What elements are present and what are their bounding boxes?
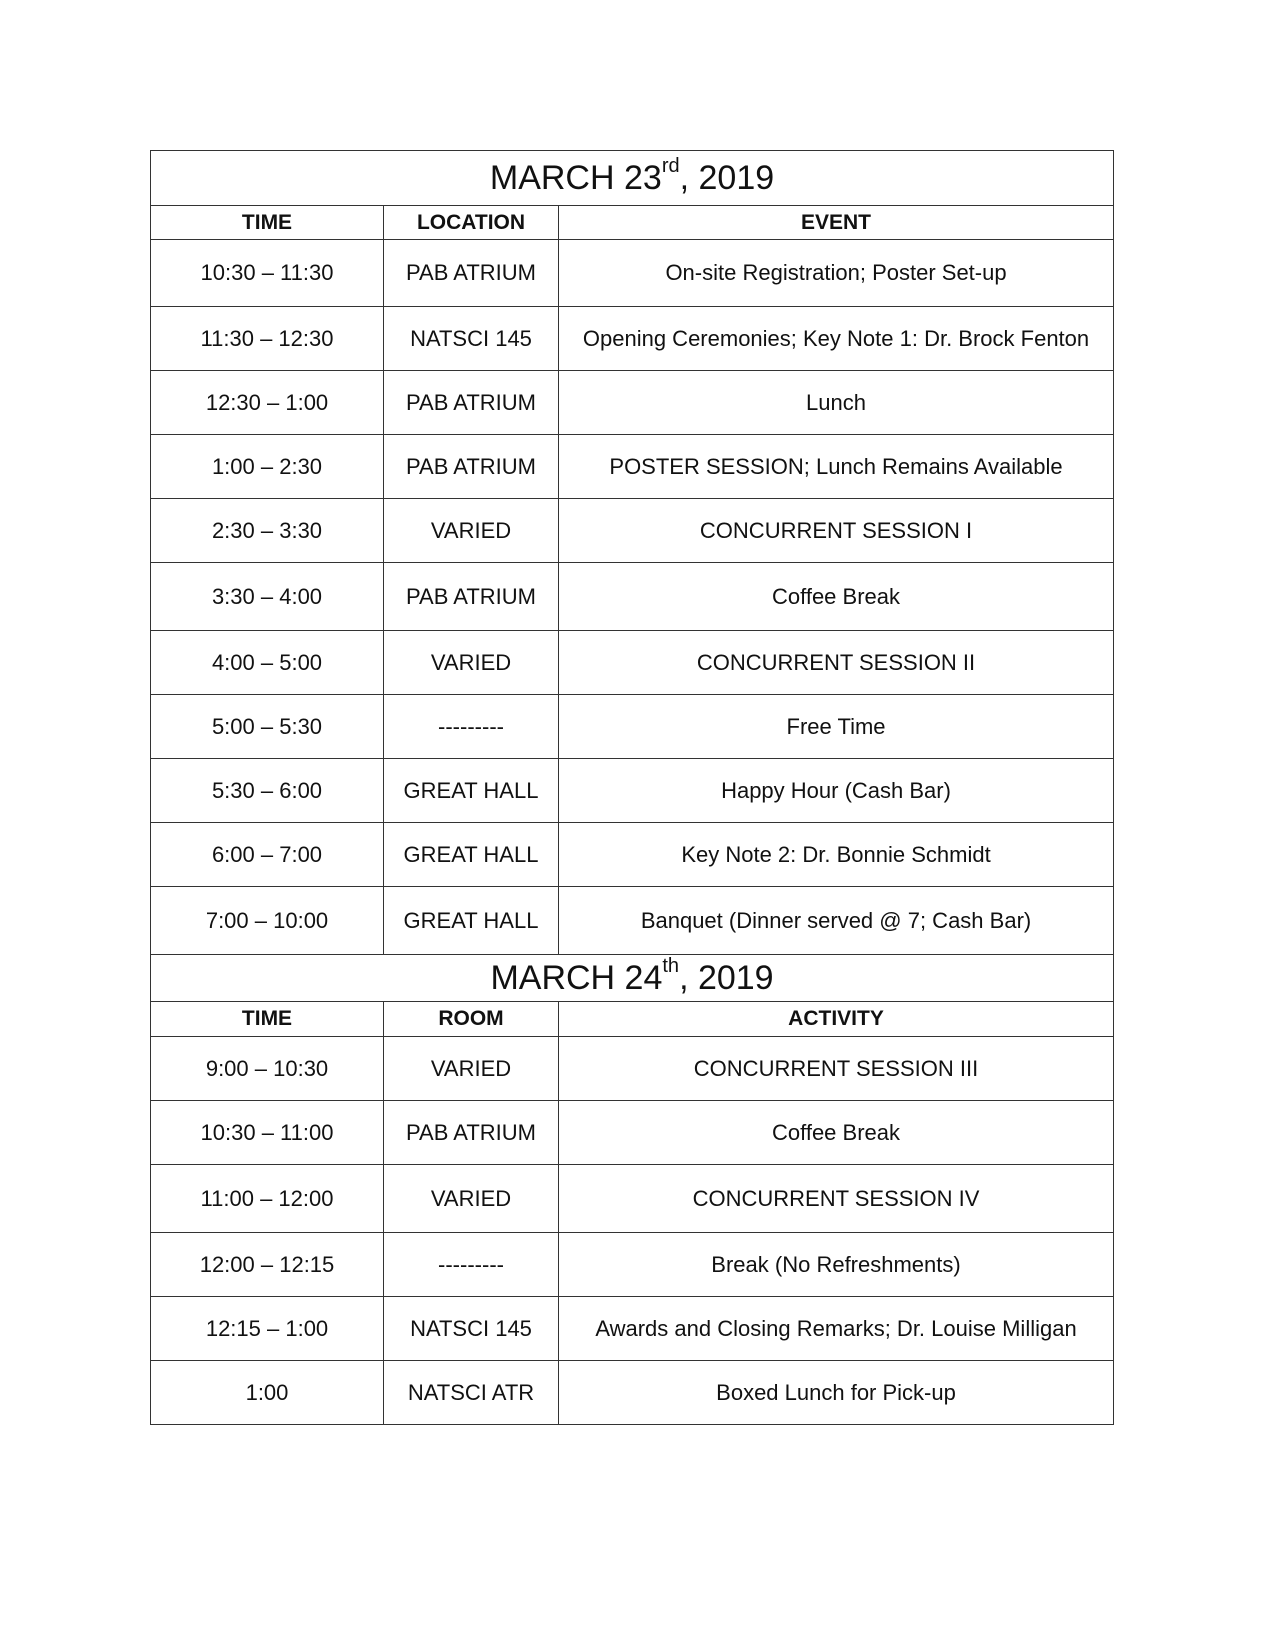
table-row	[151, 435, 1114, 499]
time-cell: 10:30 – 11:30	[151, 240, 384, 307]
day-title-ordinal: th	[662, 955, 680, 978]
table-row	[151, 887, 1114, 955]
table-row	[151, 1233, 1114, 1297]
location-cell: PAB ATRIUM	[384, 1101, 559, 1165]
table-row	[151, 1037, 1114, 1101]
table-row	[151, 1297, 1114, 1361]
day-title-year: , 2019	[679, 158, 775, 197]
location-cell: NATSCI 145	[384, 1297, 559, 1361]
location-cell: VARIED	[384, 499, 559, 563]
event-cell: POSTER SESSION; Lunch Remains Available	[559, 435, 1114, 499]
event-cell: Free Time	[559, 695, 1114, 759]
time-cell: 12:30 – 1:00	[151, 371, 384, 435]
day-title-row	[151, 955, 1114, 1002]
day-title	[151, 955, 1114, 1002]
event-cell: Happy Hour (Cash Bar)	[559, 759, 1114, 823]
column-header-row	[151, 206, 1114, 240]
event-cell: Boxed Lunch for Pick-up	[559, 1361, 1114, 1425]
location-cell: NATSCI ATR	[384, 1361, 559, 1425]
time-cell: 11:00 – 12:00	[151, 1165, 384, 1233]
table-row	[151, 759, 1114, 823]
time-cell: 5:30 – 6:00	[151, 759, 384, 823]
location-cell: PAB ATRIUM	[384, 435, 559, 499]
table-row	[151, 631, 1114, 695]
table-row	[151, 371, 1114, 435]
day-title-year: , 2019	[679, 958, 774, 997]
time-cell: 1:00	[151, 1361, 384, 1425]
column-header-row	[151, 1002, 1114, 1037]
table-row	[151, 499, 1114, 563]
event-cell: Break (No Refreshments)	[559, 1233, 1114, 1297]
time-cell: 4:00 – 5:00	[151, 631, 384, 695]
location-cell: PAB ATRIUM	[384, 563, 559, 631]
time-cell: 10:30 – 11:00	[151, 1101, 384, 1165]
header-location: ROOM	[384, 1002, 559, 1037]
header-event: EVENT	[559, 206, 1114, 240]
table-row	[151, 307, 1114, 371]
time-cell: 12:15 – 1:00	[151, 1297, 384, 1361]
location-cell: VARIED	[384, 1037, 559, 1101]
event-cell: CONCURRENT SESSION I	[559, 499, 1114, 563]
schedule-body	[151, 151, 1114, 1425]
location-cell: GREAT HALL	[384, 759, 559, 823]
header-time: TIME	[151, 1002, 384, 1037]
event-cell: Coffee Break	[559, 1101, 1114, 1165]
day-title-row	[151, 151, 1114, 206]
event-cell: Coffee Break	[559, 563, 1114, 631]
time-cell: 2:30 – 3:30	[151, 499, 384, 563]
event-cell: Opening Ceremonies; Key Note 1: Dr. Brock Fenton	[559, 307, 1114, 371]
time-cell: 6:00 – 7:00	[151, 823, 384, 887]
time-cell: 9:00 – 10:30	[151, 1037, 384, 1101]
table-row	[151, 240, 1114, 307]
location-cell: VARIED	[384, 631, 559, 695]
table-row	[151, 1361, 1114, 1425]
table-row	[151, 695, 1114, 759]
location-cell: PAB ATRIUM	[384, 240, 559, 307]
event-cell: Lunch	[559, 371, 1114, 435]
event-cell: CONCURRENT SESSION IV	[559, 1165, 1114, 1233]
event-cell: Banquet (Dinner served @ 7; Cash Bar)	[559, 887, 1114, 955]
time-cell: 1:00 – 2:30	[151, 435, 384, 499]
header-event: ACTIVITY	[559, 1002, 1114, 1037]
location-cell: NATSCI 145	[384, 307, 559, 371]
event-cell: CONCURRENT SESSION II	[559, 631, 1114, 695]
location-cell: GREAT HALL	[384, 823, 559, 887]
event-cell: CONCURRENT SESSION III	[559, 1037, 1114, 1101]
header-time: TIME	[151, 206, 384, 240]
table-row	[151, 1101, 1114, 1165]
event-cell: Awards and Closing Remarks; Dr. Louise Milligan	[559, 1297, 1114, 1361]
table-row	[151, 1165, 1114, 1233]
day-title-date: MARCH 24	[490, 958, 663, 997]
location-cell: ---------	[384, 1233, 559, 1297]
table-row	[151, 563, 1114, 631]
event-cell: Key Note 2: Dr. Bonnie Schmidt	[559, 823, 1114, 887]
time-cell: 12:00 – 12:15	[151, 1233, 384, 1297]
time-cell: 5:00 – 5:30	[151, 695, 384, 759]
table-row	[151, 823, 1114, 887]
time-cell: 11:30 – 12:30	[151, 307, 384, 371]
time-cell: 7:00 – 10:00	[151, 887, 384, 955]
schedule-table	[150, 150, 1114, 1425]
day-title-ordinal: rd	[661, 155, 680, 178]
location-cell: GREAT HALL	[384, 887, 559, 955]
time-cell: 3:30 – 4:00	[151, 563, 384, 631]
day-title	[151, 151, 1114, 206]
day-title-date: MARCH 23	[489, 158, 662, 197]
location-cell: VARIED	[384, 1165, 559, 1233]
location-cell: ---------	[384, 695, 559, 759]
event-cell: On-site Registration; Poster Set-up	[559, 240, 1114, 307]
location-cell: PAB ATRIUM	[384, 371, 559, 435]
header-location: LOCATION	[384, 206, 559, 240]
